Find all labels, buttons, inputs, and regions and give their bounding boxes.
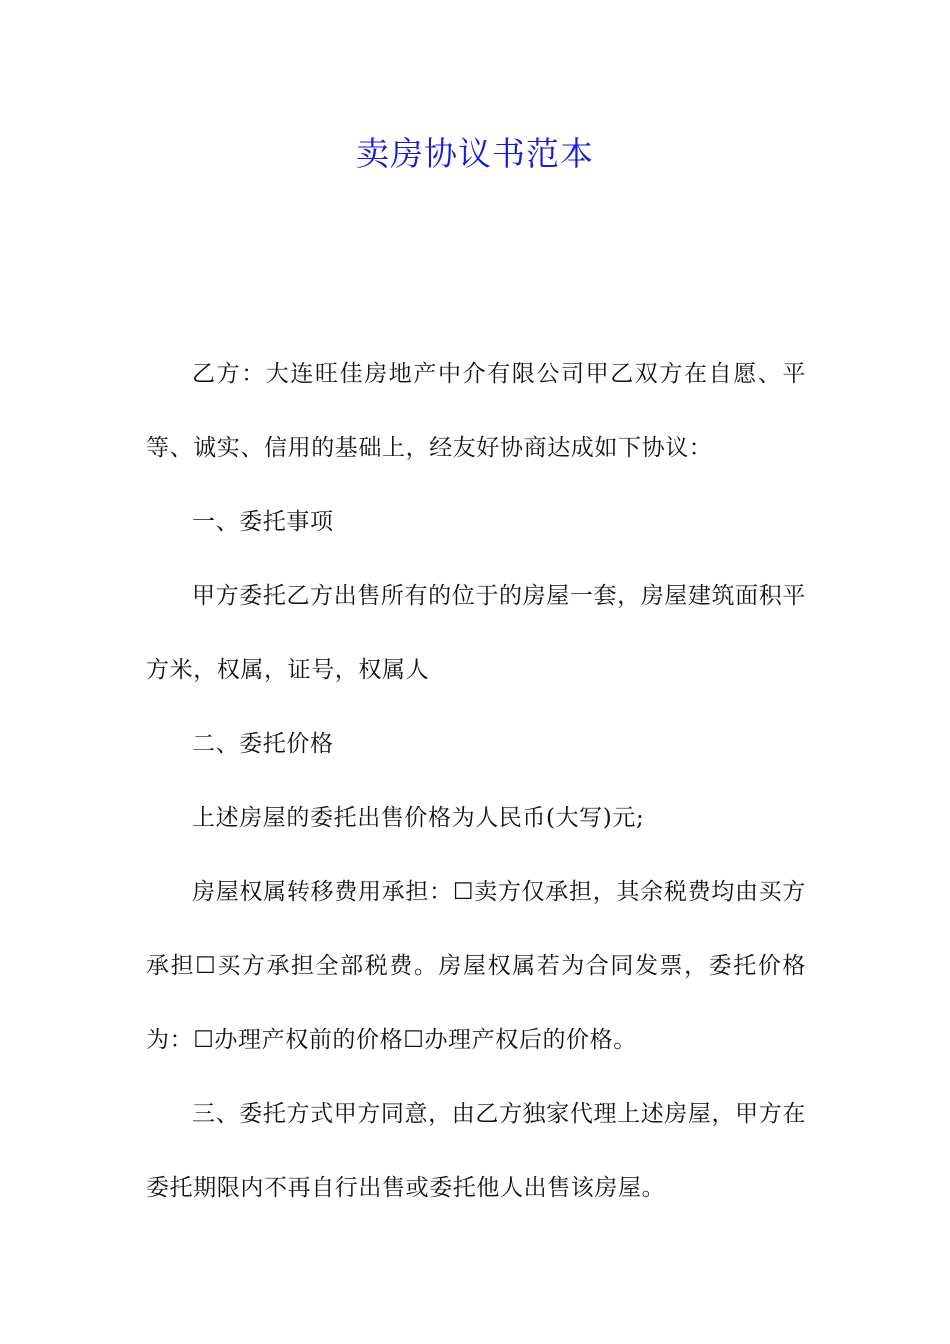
paragraph-entrustment-method: 三、委托方式甲方同意，由乙方独家代理上述房屋，甲方在委托期限内不再自行出售或委托他人出售该房屋。 — [146, 1101, 806, 1201]
paragraph-entrusted-matters: 甲方委托乙方出售所有的位于的房屋一套，房屋建筑面积平方米，权属，证号，权属人 — [146, 583, 806, 683]
document-body — [146, 337, 806, 1225]
paragraph-entrusted-price: 上述房屋的委托出售价格为人民币(大写)元; — [192, 805, 645, 831]
document-title: 卖房协议书范本 — [356, 134, 594, 173]
paragraph-transfer-fees: 房屋权属转移费用承担：☐卖方仅承担，其余税费均由买方承担☐买方承担全部税费。房屋权属若为合同发票，委托价格为：☐办理产权前的价格☐办理产权后的价格。 — [146, 879, 806, 1053]
section-heading-entrusted-matters: 一、委托事项 — [192, 509, 334, 535]
section-heading-entrusted-price: 二、委托价格 — [192, 731, 334, 757]
paragraph-party-b: 乙方：大连旺佳房地产中介有限公司甲乙双方在自愿、平等、诚实、信用的基础上，经友好协商达成如下协议： — [146, 361, 806, 461]
